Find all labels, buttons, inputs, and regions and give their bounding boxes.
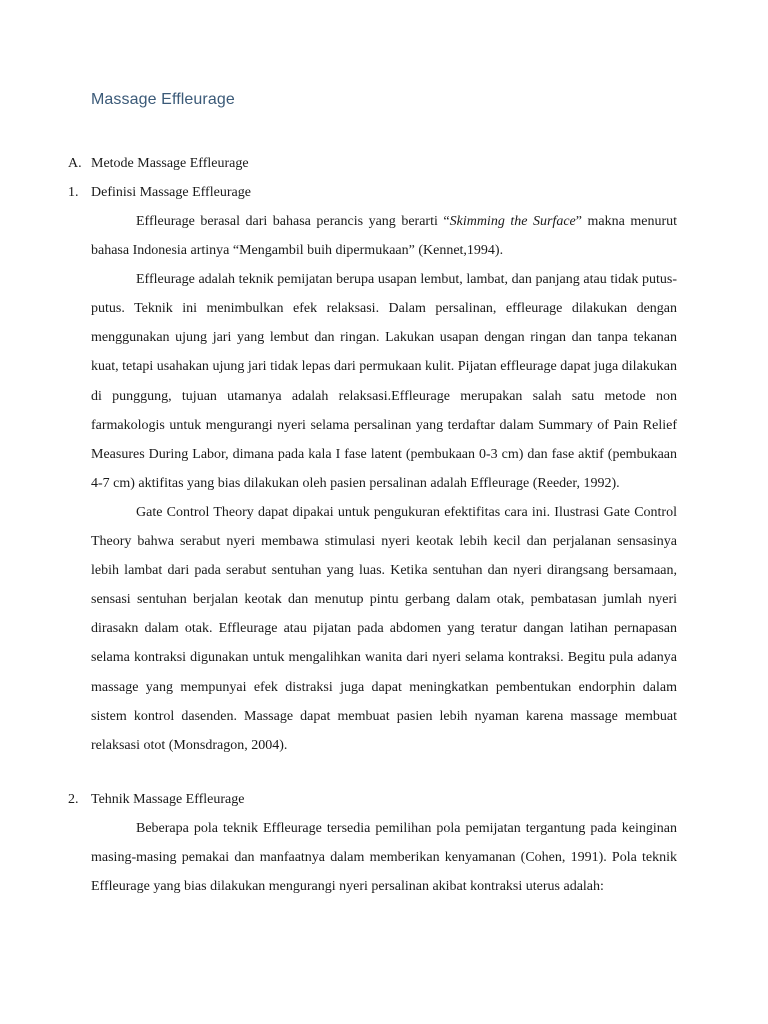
document-title: Massage Effleurage [91,91,235,108]
paragraph-text: ” makna menurut bahasa Indonesia artinya “Mengambil buih dipermukaan” (Kennet,1994). [91,214,677,259]
paragraph-gate-control: Gate Control Theory dapat dipakai untuk pengukuran efektifitas cara ini. Ilustrasi Gate Control Theory bahwa serabut nyeri membawa stimulasi nyeri keotak lebih kecil dan perjalanan sensasinya lebih lambat dari pada serabut sentuhan yang luas. Ketika sentuhan dan nyeri dirangsang bersamaan, sensasi sentuhan berjalan keotak dan menutup pintu gerbang dalam otak, pembatasan jumlah nyeri dirasakn dalam otak. Effleurage atau pijatan pada abdomen yang teratur dangan latihan pernapasan selama kontraksi digunakan untuk mengalihkan wanita dari nyeri selama kontraksi. Begitu pula adanya massage yang mempunyai efek distraksi juga dapat meningkatkan pembentukan endorphin dalam sistem kontrol dasenden. Massage dapat membuat pasien lebih nyaman karena massage membuat relaksasi otot (Monsdragon, 2004). [91,504,677,753]
body-block-definition [91,207,677,760]
subsection-heading-text: Definisi Massage Effleurage [91,185,251,200]
section-heading-a [68,155,249,173]
subsection-marker: 1. [68,185,79,200]
paragraph-definition-technique: Effleurage adalah teknik pemijatan berupa usapan lembut, lambat, dan panjang atau tidak putus-putus. Teknik ini menimbulkan efek relaksasi. Dalam persalinan, effleurage dilakukan dengan menggunakan ujung jari yang lembut dan ringan. Lakukan usapan dengan ringan dan tanpa tekanan kuat, tetapi usahakan ujung jari tidak lepas dari permukaan kulit. Pijatan effleurage dapat juga dilakukan di punggung, tujuan utamanya adalah relaksasi.Effleurage merupakan salah satu metode non farmakologis untuk mengurangi nyeri selama persalinan yang terdaftar dalam Summary of Pain Relief Measures During Labor, dimana pada kala I fase latent (pembukaan 0-3 cm) dan fase aktif (pembukaan 4-7 cm) aktifitas yang bias dilakukan oleh pasien persalinan adalah Effleurage (Reeder, 1992). [91,272,677,491]
subsection-heading-1 [68,184,251,202]
section-heading-text: Metode Massage Effleurage [91,156,249,171]
body-block-technique [91,814,677,901]
paragraph-definition-origin [91,207,677,265]
subsection-marker: 2. [68,792,79,807]
paragraph-technique-patterns: Beberapa pola teknik Effleurage tersedia pemilihan pola pemijatan tergantung pada keinginan masing-masing pemakai dan manfaatnya dalam memberikan kenyamanan (Cohen, 1991). Pola teknik Effleurage yang bias dilakukan mengurangi nyeri persalinan akibat kontraksi uterus adalah: [91,821,677,895]
italic-term: Skimming the Surface [449,214,576,229]
subsection-heading-text: Tehnik Massage Effleurage [91,792,245,807]
section-marker: A. [68,156,82,171]
subsection-heading-2 [68,791,244,809]
paragraph-text: Effleurage berasal dari bahasa perancis yang berarti “ [136,214,450,229]
